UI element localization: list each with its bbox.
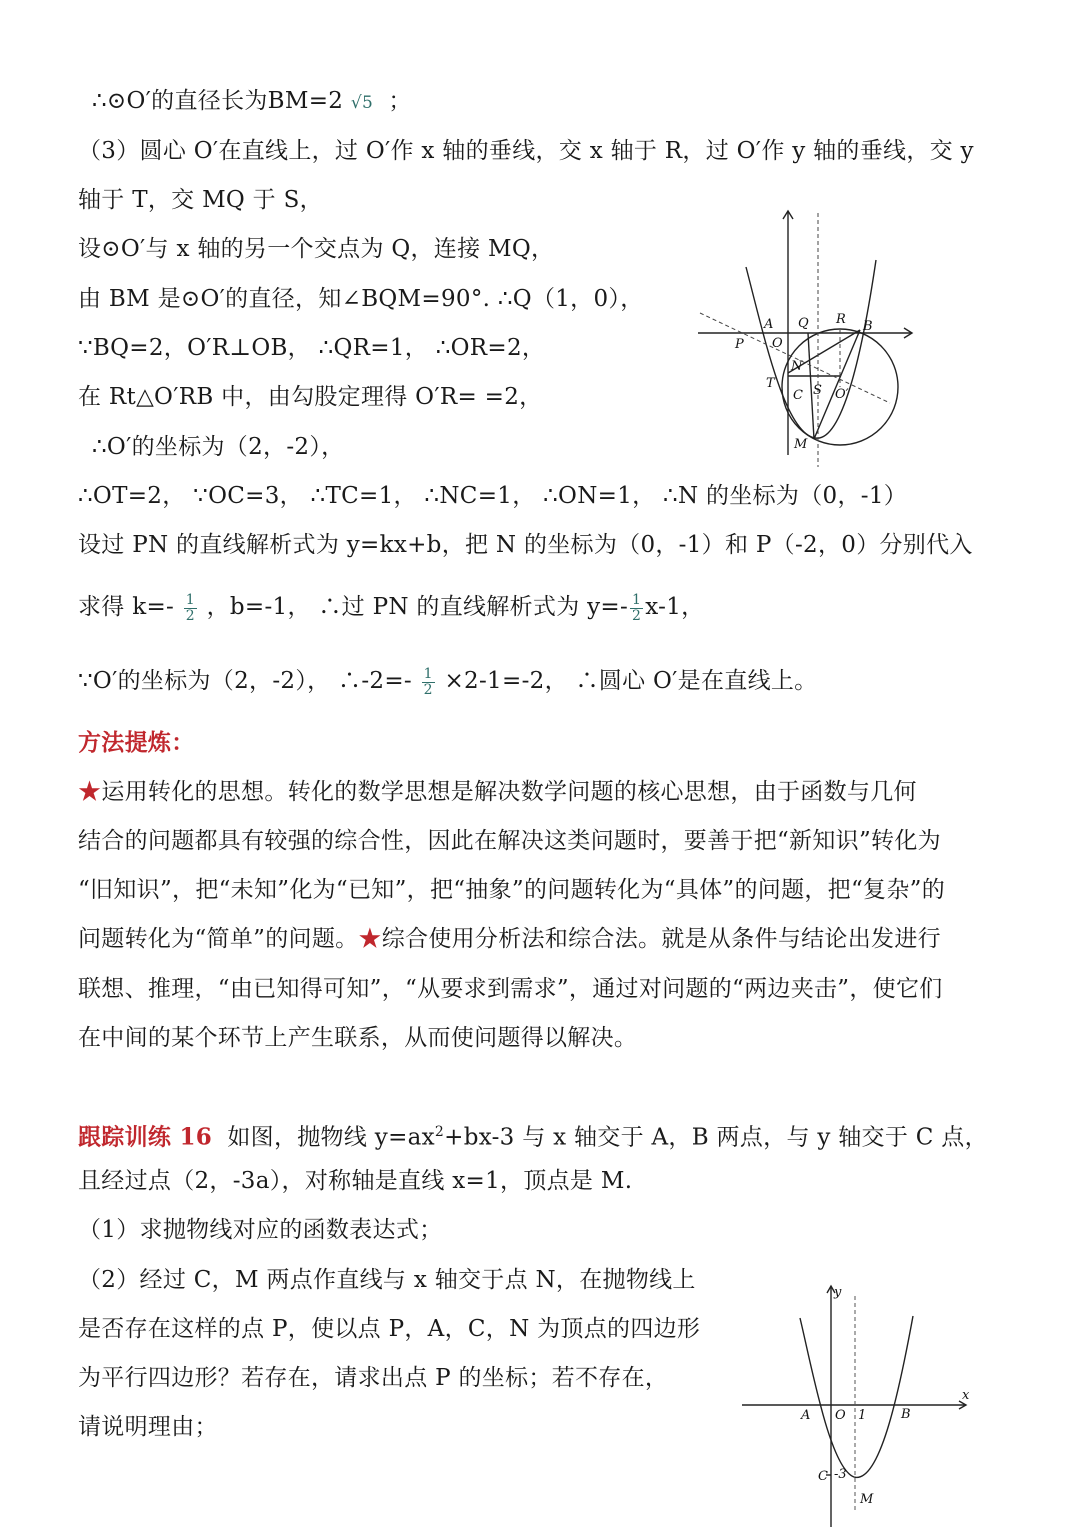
fraction-half: $\frac{1}{2}$ [632, 591, 642, 624]
star-icon: ★ [78, 779, 102, 805]
solution-line-5: 由 BM 是⊙O′的直径，知∠BQM=90°. ∴Q（1，0）， [78, 286, 644, 312]
solution-line-7: 在 Rt△O′RB 中，由勾股定理得 O′R= =2， [78, 384, 543, 410]
solution-line-3: 轴于 T，交 MQ 于 S， [78, 187, 323, 213]
sqrt-five: √5 [350, 93, 374, 113]
parabola [746, 260, 876, 438]
exercise-line-6: 为平行四边形？若存在，请求出点 P 的坐标；若不存在， [78, 1365, 669, 1391]
solution-line-4: 设⊙O′与 x 轴的另一个交点为 Q，连接 MQ， [78, 236, 555, 262]
label-minus-three: -3 [834, 1467, 847, 1482]
exercise-title: 跟踪训练 16 [78, 1123, 213, 1151]
exercise-line-7: 请说明理由； [78, 1414, 218, 1440]
exercise-line-5: 是否存在这样的点 P，使以点 P，A，C，N 为顶点的四边形 [78, 1316, 701, 1342]
label-m: M [860, 1492, 874, 1507]
method-line-4: 问题转化为“简单”的问题。★综合使用分析法和综合法。就是从条件与结论出发进行 [78, 926, 941, 952]
exercise-line-2: 且经过点（2，-3a），对称轴是直线 x=1，顶点是 M. [78, 1168, 633, 1194]
parabola [800, 1316, 913, 1477]
exercise-line-3: （1）求抛物线对应的函数表达式； [78, 1217, 443, 1243]
solution-line-12: ∵O′的坐标为（2，-2）， ∴-2=- $\frac{1}{2}$ ×2-1=-2， ∴圆心 O′是在直线上。 [78, 665, 818, 698]
parabola-figure-2 [738, 1278, 978, 1527]
label-t: T [766, 376, 775, 391]
fraction-half: $\frac{1}{2}$ [423, 665, 433, 698]
method-line-6: 在中间的某个环节上产生联系，从而使问题得以解决。 [78, 1025, 638, 1051]
solution-line-9: ∴OT=2， ∵OC=3， ∴TC=1， ∴NC=1， ∴ON=1， ∴N 的坐标为（0，-1） [78, 483, 908, 509]
solution-line-8: ∴O′的坐标为（2，-2）， [92, 434, 345, 460]
label-o-prime: O′ [835, 387, 849, 402]
label-c: C [818, 1469, 828, 1484]
label-s: S [813, 383, 822, 398]
exercise-line-4: （2）经过 C，M 两点作直线与 x 轴交于点 N，在抛物线上 [78, 1267, 696, 1293]
label-m: M [794, 437, 808, 452]
label-n: N [791, 359, 803, 374]
label-a: A [764, 317, 774, 332]
fraction-half: $\frac{1}{2}$ [185, 591, 195, 624]
solution-line-10: 设过 PN 的直线解析式为 y=kx+b，把 N 的坐标为（0，-1）和 P（-2，0）分别代入 [78, 532, 973, 558]
method-line-5: 联想、推理，“由已知得可知”，“从要求到需求”，通过对问题的“两边夹击”，使它们 [78, 976, 943, 1002]
label-o: O [835, 1408, 846, 1423]
solution-line-6: ∵BQ=2，O′R⊥OB， ∴QR=1， ∴OR=2， [78, 335, 546, 361]
label-c: C [793, 388, 803, 403]
label-b: B [863, 319, 873, 334]
label-q: Q [798, 316, 809, 331]
label-r: R [836, 312, 846, 327]
label-one: 1 [858, 1408, 867, 1423]
solution-line-1: ∴⊙O′的直径长为BM=2 √5 ； [92, 88, 412, 114]
label-b: B [901, 1407, 911, 1422]
geometry-figure-1 [690, 205, 920, 470]
exercise-line-1: 跟踪训练 16 如图，抛物线 $y=ax^2+bx-3$ 与 x 轴交于 A，B 两点，与 y 轴交于 C 点， [78, 1123, 988, 1151]
label-x: x [962, 1388, 970, 1403]
method-line-3: “旧知识”，把“未知”化为“已知”，把“抽象”的问题转化为“具体”的问题，把“复杂”的 [78, 877, 945, 903]
label-a: A [801, 1408, 811, 1423]
solution-line-11: 求得 k=- $\frac{1}{2}$ ，b=-1， ∴过 PN 的直线解析式为 y=- $\frac{1}{2}$ x-1， [78, 591, 705, 624]
method-heading: 方法提炼： [78, 729, 195, 756]
solution-line-2: （3）圆心 O′在直线上，过 O′作 x 轴的垂线，交 x 轴于 R，过 O′作 y 轴的垂线，交 y [78, 138, 974, 164]
label-o: O [772, 336, 783, 351]
star-icon: ★ [358, 926, 382, 952]
label-p: P [735, 337, 744, 352]
label-y: y [834, 1285, 842, 1300]
method-line-1: ★运用转化的思想。转化的数学思想是解决数学问题的核心思想，由于函数与几何 [78, 779, 917, 805]
method-line-2: 结合的问题都具有较强的综合性，因此在解决这类问题时，要善于把“新知识”转化为 [78, 828, 941, 854]
